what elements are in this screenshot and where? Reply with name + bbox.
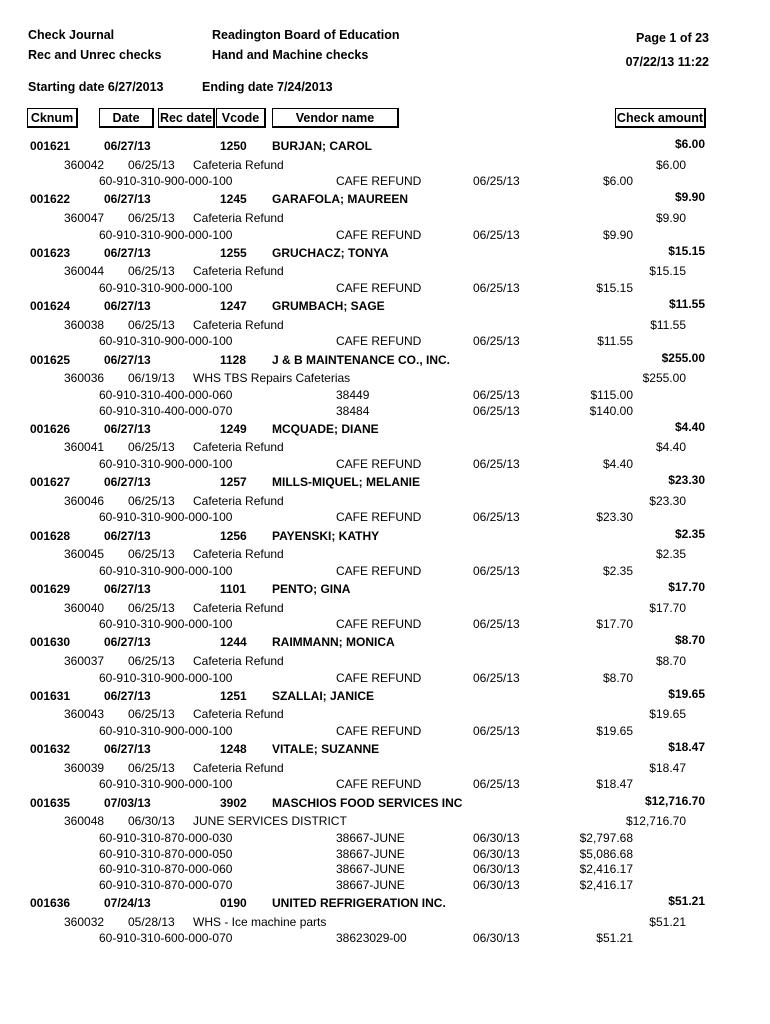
check-amount: $9.90 [674,190,705,204]
starting-date: Starting date 6/27/2013 [28,80,164,94]
line-reference: CAFE REFUND [336,724,422,738]
invoice-amount: $18.47 [649,761,686,775]
line-reference: CAFE REFUND [336,228,422,242]
account-number: 60-910-310-900-000-100 [99,334,233,348]
vendor-name: VITALE; SUZANNE [272,742,380,756]
check-date: 06/27/13 [104,582,151,596]
check-date: 06/27/13 [104,246,151,260]
line-amount: $2.35 [602,564,633,578]
line-reference: 38667-JUNE [336,847,405,861]
check-number: 001631 [30,689,71,703]
check-number: 001627 [30,475,71,489]
ending-date: Ending date 7/24/2013 [202,80,333,94]
account-number: 60-910-310-400-000-060 [99,388,233,402]
line-amount: $51.21 [596,931,633,945]
vendor-code: 0190 [220,896,247,910]
invoice-number: 360032 [64,915,105,929]
vendor-name: PENTO; GINA [272,582,351,596]
invoice-description: Cafeteria Refund [193,264,284,278]
invoice-description: Cafeteria Refund [193,761,284,775]
check-amount: $12,716.70 [644,794,705,808]
vendor-code: 1245 [220,192,247,206]
vendor-code: 1128 [220,353,247,367]
invoice-amount: $19.65 [649,707,686,721]
line-amount: $15.15 [596,281,633,295]
check-amount: $51.21 [668,894,705,908]
account-number: 60-910-310-900-000-100 [99,617,233,631]
vendor-code: 3902 [220,796,247,810]
invoice-number: 360038 [64,318,105,332]
vendor-code: 1248 [220,742,247,756]
column-header-cknum[interactable]: Cknum [27,108,78,128]
invoice-date: 06/25/13 [128,547,175,561]
check-number: 001621 [30,139,71,153]
check-number: 001624 [30,299,71,313]
invoice-description: WHS TBS Repairs Cafeterias [193,371,351,385]
line-reference: CAFE REFUND [336,281,422,295]
check-date: 06/27/13 [104,689,151,703]
line-amount: $9.90 [602,228,633,242]
invoice-amount: $255.00 [642,371,686,385]
invoice-description: Cafeteria Refund [193,211,284,225]
invoice-amount: $4.40 [655,440,686,454]
invoice-amount: $23.30 [649,494,686,508]
line-reference: CAFE REFUND [336,457,422,471]
vendor-name: GRUCHACZ; TONYA [272,246,389,260]
account-number: 60-910-310-870-000-060 [99,862,233,876]
line-amount: $17.70 [596,617,633,631]
invoice-amount: $17.70 [649,601,686,615]
check-amount: $6.00 [674,137,705,151]
account-number: 60-910-310-870-000-050 [99,847,233,861]
check-amount: $23.30 [668,473,705,487]
org-name: Readington Board of Education [212,28,400,42]
line-reference: 38623029-00 [336,931,407,945]
vendor-name: J & B MAINTENANCE CO., INC. [272,353,451,367]
line-amount: $4.40 [602,457,633,471]
line-date: 06/25/13 [473,334,520,348]
line-date: 06/30/13 [473,847,520,861]
page-number: Page 1 of 23 [636,31,709,45]
line-amount: $140.00 [589,404,633,418]
account-number: 60-910-310-900-000-100 [99,510,233,524]
vendor-name: MASCHIOS FOOD SERVICES INC [272,796,463,810]
invoice-number: 360046 [64,494,105,508]
invoice-description: Cafeteria Refund [193,318,284,332]
invoice-date: 06/25/13 [128,601,175,615]
line-reference: 38667-JUNE [336,831,405,845]
line-date: 06/25/13 [473,724,520,738]
invoice-number: 360037 [64,654,105,668]
invoice-amount: $12,716.70 [625,814,686,828]
invoice-amount: $51.21 [649,915,686,929]
line-amount: $23.30 [596,510,633,524]
account-number: 60-910-310-900-000-100 [99,777,233,791]
vendor-name: UNITED REFRIGERATION INC. [272,896,446,910]
check-amount: $2.35 [674,527,705,541]
line-reference: CAFE REFUND [336,334,422,348]
line-date: 06/30/13 [473,862,520,876]
column-header-vendor-name[interactable]: Vendor name [272,108,399,128]
line-date: 06/25/13 [473,404,520,418]
check-date: 07/24/13 [104,896,151,910]
check-number: 001635 [30,796,71,810]
line-date: 06/30/13 [473,931,520,945]
invoice-description: Cafeteria Refund [193,601,284,615]
line-reference: CAFE REFUND [336,617,422,631]
invoice-description: Cafeteria Refund [193,547,284,561]
invoice-date: 06/25/13 [128,158,175,172]
invoice-amount: $2.35 [655,547,686,561]
line-date: 06/30/13 [473,878,520,892]
invoice-amount: $8.70 [655,654,686,668]
line-date: 06/25/13 [473,671,520,685]
vendor-code: 1249 [220,422,247,436]
vendor-code: 1256 [220,529,247,543]
check-number: 001636 [30,896,71,910]
check-number: 001622 [30,192,71,206]
check-amount: $8.70 [674,633,705,647]
invoice-amount: $15.15 [649,264,686,278]
invoice-date: 06/25/13 [128,318,175,332]
check-number: 001630 [30,635,71,649]
report-title: Check Journal [28,28,115,42]
invoice-number: 360044 [64,264,105,278]
vendor-name: GRUMBACH; SAGE [272,299,385,313]
column-header-rec-date[interactable]: Rec date [158,108,215,128]
org-subtitle: Hand and Machine checks [212,48,369,62]
check-date: 07/03/13 [104,796,151,810]
vendor-code: 1101 [220,582,247,596]
account-number: 60-910-310-400-000-070 [99,404,233,418]
invoice-number: 360042 [64,158,105,172]
line-date: 06/25/13 [473,777,520,791]
invoice-date: 06/25/13 [128,211,175,225]
invoice-date: 06/25/13 [128,264,175,278]
line-reference: CAFE REFUND [336,174,422,188]
check-number: 001623 [30,246,71,260]
vendor-name: BURJAN; CAROL [272,139,372,153]
check-number: 001626 [30,422,71,436]
line-amount: $2,416.17 [579,862,633,876]
line-reference: CAFE REFUND [336,777,422,791]
invoice-description: Cafeteria Refund [193,654,284,668]
line-date: 06/25/13 [473,457,520,471]
line-reference: CAFE REFUND [336,671,422,685]
line-date: 06/25/13 [473,228,520,242]
invoice-date: 06/25/13 [128,707,175,721]
report-subtitle: Rec and Unrec checks [28,48,162,62]
account-number: 60-910-310-900-000-100 [99,457,233,471]
line-amount: $5,086.68 [579,847,633,861]
line-reference: 38484 [336,404,370,418]
account-number: 60-910-310-600-000-070 [99,931,233,945]
vendor-name: GARAFOLA; MAUREEN [272,192,408,206]
invoice-number: 360040 [64,601,105,615]
invoice-amount: $6.00 [655,158,686,172]
account-number: 60-910-310-870-000-070 [99,878,233,892]
invoice-number: 360041 [64,440,105,454]
check-amount: $4.40 [674,420,705,434]
check-date: 06/27/13 [104,139,151,153]
invoice-description: Cafeteria Refund [193,440,284,454]
check-date: 06/27/13 [104,635,151,649]
invoice-number: 360039 [64,761,105,775]
line-date: 06/30/13 [473,831,520,845]
vendor-code: 1255 [220,246,247,260]
vendor-code: 1251 [220,689,247,703]
vendor-name: PAYENSKI; KATHY [272,529,380,543]
invoice-date: 06/25/13 [128,440,175,454]
check-number: 001632 [30,742,71,756]
vendor-code: 1257 [220,475,247,489]
invoice-date: 06/19/13 [128,371,175,385]
line-date: 06/25/13 [473,510,520,524]
invoice-number: 360048 [64,814,105,828]
line-reference: CAFE REFUND [336,564,422,578]
invoice-amount: $9.90 [655,211,686,225]
line-amount: $6.00 [602,174,633,188]
line-amount: $2,797.68 [579,831,633,845]
line-date: 06/25/13 [473,281,520,295]
print-timestamp: 07/22/13 11:22 [625,55,709,69]
invoice-number: 360036 [64,371,105,385]
invoice-number: 360045 [64,547,105,561]
check-number: 001629 [30,582,71,596]
check-date: 06/27/13 [104,475,151,489]
account-number: 60-910-310-900-000-100 [99,671,233,685]
line-date: 06/25/13 [473,174,520,188]
line-reference: 38667-JUNE [336,862,405,876]
invoice-description: Cafeteria Refund [193,707,284,721]
check-date: 06/27/13 [104,353,151,367]
invoice-description: JUNE SERVICES DISTRICT [193,814,347,828]
check-date: 06/27/13 [104,299,151,313]
line-amount: $2,416.17 [579,878,633,892]
vendor-code: 1244 [220,635,247,649]
check-amount: $255.00 [661,351,705,365]
invoice-description: WHS - Ice machine parts [193,915,327,929]
account-number: 60-910-310-900-000-100 [99,174,233,188]
check-date: 06/27/13 [104,529,151,543]
check-amount: $15.15 [668,244,705,258]
invoice-description: Cafeteria Refund [193,158,284,172]
invoice-number: 360047 [64,211,105,225]
check-date: 06/27/13 [104,742,151,756]
account-number: 60-910-310-900-000-100 [99,228,233,242]
check-number: 001628 [30,529,71,543]
column-header-vcode[interactable]: Vcode [216,108,266,128]
account-number: 60-910-310-870-000-030 [99,831,233,845]
vendor-name: MCQUADE; DIANE [272,422,379,436]
invoice-amount: $11.55 [650,318,686,332]
line-amount: $115.00 [590,388,633,402]
line-amount: $19.65 [596,724,633,738]
check-amount: $17.70 [668,580,705,594]
check-date: 06/27/13 [104,422,151,436]
vendor-name: SZALLAI; JANICE [272,689,374,703]
line-amount: $18.47 [596,777,633,791]
invoice-description: Cafeteria Refund [193,494,284,508]
line-date: 06/25/13 [473,617,520,631]
vendor-code: 1247 [220,299,247,313]
line-reference: 38449 [336,388,370,402]
line-date: 06/25/13 [473,564,520,578]
column-header-check-amount[interactable]: Check amount [615,108,706,128]
check-amount: $11.55 [668,297,705,311]
line-amount: $8.70 [602,671,633,685]
check-amount: $19.65 [668,687,705,701]
line-reference: 38667-JUNE [336,878,405,892]
account-number: 60-910-310-900-000-100 [99,564,233,578]
check-amount: $18.47 [668,740,705,754]
line-reference: CAFE REFUND [336,510,422,524]
invoice-number: 360043 [64,707,105,721]
line-date: 06/25/13 [473,388,520,402]
account-number: 60-910-310-900-000-100 [99,724,233,738]
invoice-date: 06/25/13 [128,761,175,775]
vendor-name: RAIMMANN; MONICA [272,635,395,649]
invoice-date: 05/28/13 [128,915,175,929]
column-header-date[interactable]: Date [99,108,154,128]
check-date: 06/27/13 [104,192,151,206]
account-number: 60-910-310-900-000-100 [99,281,233,295]
invoice-date: 06/25/13 [128,494,175,508]
vendor-code: 1250 [220,139,247,153]
invoice-date: 06/25/13 [128,654,175,668]
check-number: 001625 [30,353,71,367]
invoice-date: 06/30/13 [128,814,175,828]
line-amount: $11.55 [597,334,633,348]
vendor-name: MILLS-MIQUEL; MELANIE [272,475,420,489]
